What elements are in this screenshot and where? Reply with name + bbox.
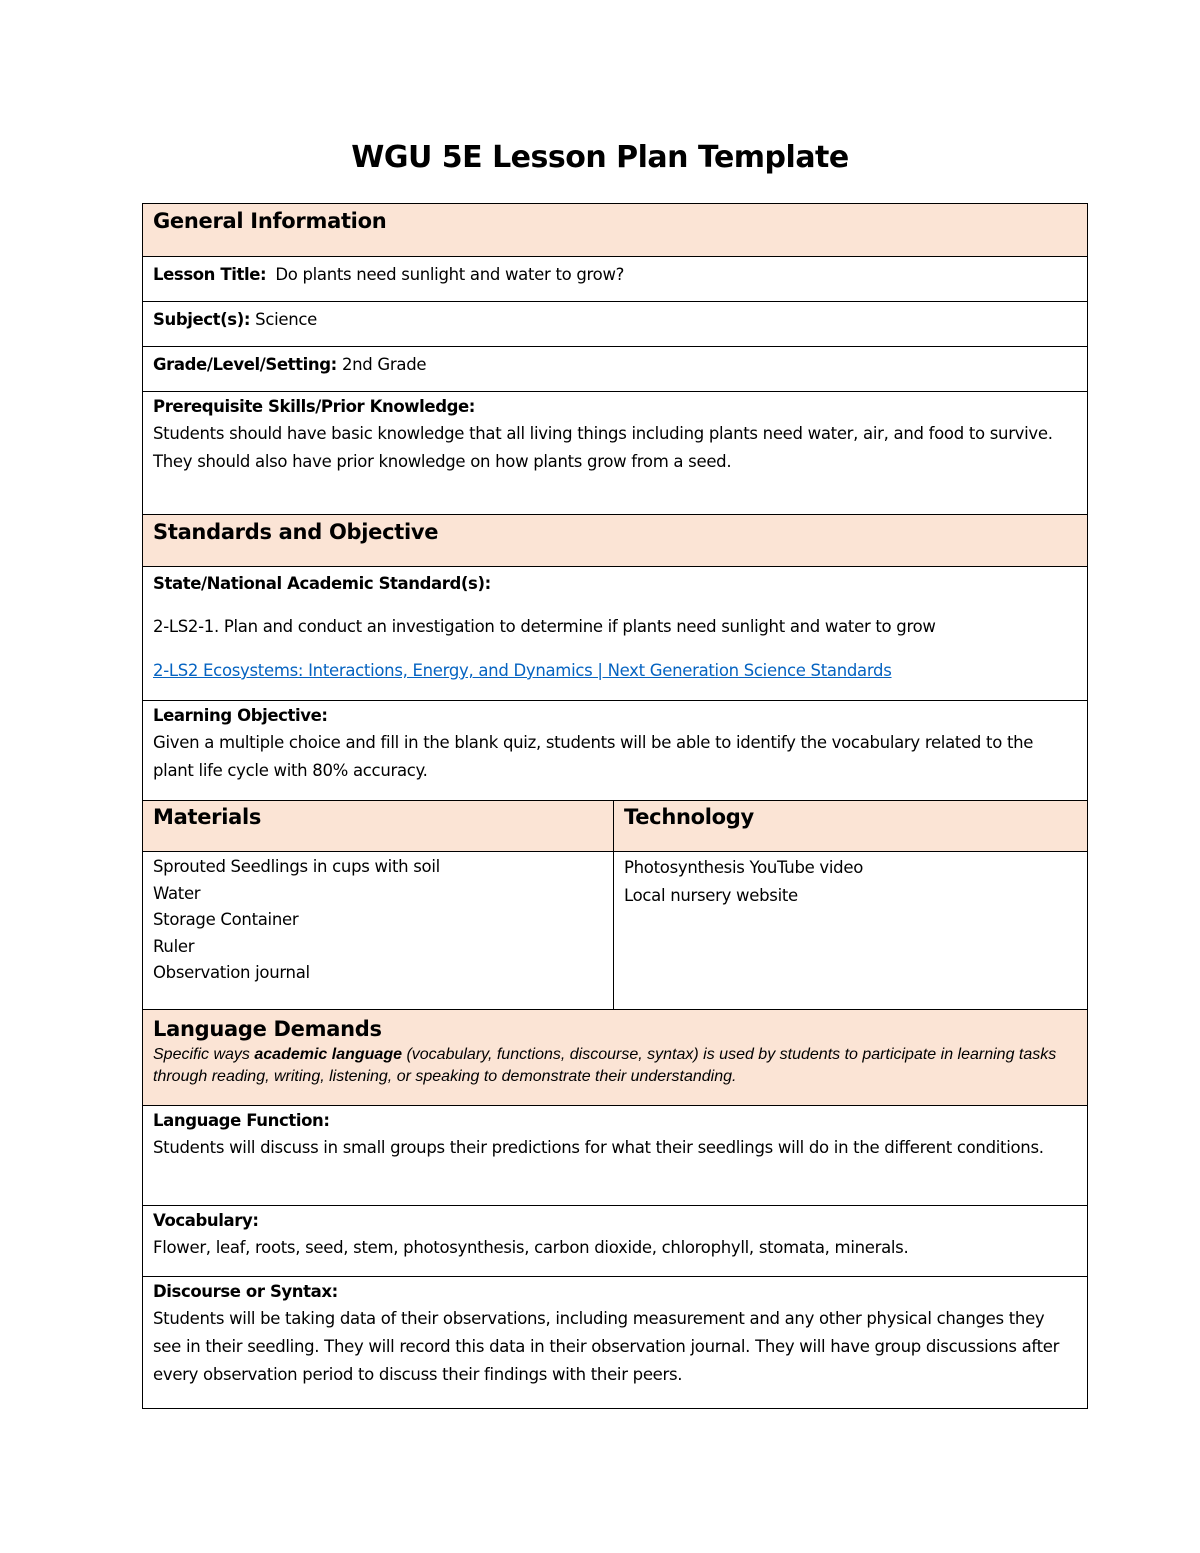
section-title: Language Demands — [153, 1017, 382, 1041]
lesson-plan-table — [142, 203, 1088, 1409]
discourse-value: Students will be taking data of their observations, including measurement and any other physical changes they see in their seedling. They will record this data in their observation journal. They will have group discussions after every observation period to discuss their findings with their peers. — [153, 1309, 1060, 1384]
general-information-header — [143, 204, 1088, 257]
list-item: Storage Container — [153, 910, 299, 929]
language-function-label: Language Function: — [153, 1111, 330, 1130]
list-item: Ruler — [153, 936, 195, 956]
materials-header — [143, 801, 614, 852]
list-item: Observation journal — [153, 963, 310, 982]
technology-header — [614, 801, 1088, 852]
discourse-label: Discourse or Syntax: — [153, 1282, 338, 1301]
subjects-label: Subject(s): — [153, 310, 251, 329]
standard-link-row — [153, 657, 1077, 685]
language-function-cell — [143, 1106, 1088, 1206]
vocabulary-label: Vocabulary: — [153, 1211, 259, 1230]
list-item: Water — [153, 883, 201, 903]
list-item: Local nursery website — [624, 886, 798, 905]
grade-label: Grade/Level/Setting: — [153, 355, 337, 374]
language-demands-header — [143, 1010, 1088, 1106]
grade-cell — [143, 347, 1088, 392]
section-title: Technology — [624, 805, 754, 829]
section-title: General Information — [153, 209, 387, 233]
grade-value: 2nd Grade — [341, 355, 427, 374]
standards-cell — [143, 567, 1088, 701]
section-title: Materials — [153, 805, 262, 829]
prerequisite-cell — [143, 392, 1088, 515]
standards-header — [143, 515, 1088, 567]
vocabulary-cell — [143, 1206, 1088, 1277]
language-demands-description: Specific ways academic language (vocabulary, functions, discourse, syntax) is used by students to participate in learning tasks through reading, writing, listening, or speaking to demonstrate their understanding. — [153, 1046, 1057, 1085]
prerequisite-value: Students should have basic knowledge that all living things including plants need water, air, and food to survive. They should also have prior knowledge on how plants grow from a seed. — [153, 424, 1053, 471]
discourse-cell — [143, 1277, 1088, 1409]
subjects-value: Science — [255, 310, 318, 329]
vocabulary-value: Flower, leaf, roots, seed, stem, photosynthesis, carbon dioxide, chlorophyll, stomata, minerals. — [153, 1238, 909, 1257]
language-function-value: Students will discuss in small groups their predictions for what their seedlings will do in the different conditions. — [153, 1138, 1044, 1157]
lesson-title-value: Do plants need sunlight and water to grow? — [275, 265, 625, 284]
list-item: Photosynthesis YouTube video — [624, 858, 863, 877]
technology-list — [614, 852, 1088, 1010]
prerequisite-label: Prerequisite Skills/Prior Knowledge: — [153, 397, 476, 416]
standard-value: 2-LS2-1. Plan and conduct an investigation to determine if plants need sunlight and water to grow — [153, 617, 936, 636]
objective-cell — [143, 701, 1088, 801]
materials-list — [143, 852, 614, 1010]
objective-label: Learning Objective: — [153, 706, 328, 725]
lesson-title-cell — [143, 257, 1088, 302]
objective-value: Given a multiple choice and fill in the blank quiz, students will be able to identify the vocabulary related to the plant life cycle with 80% accuracy. — [153, 733, 1034, 780]
ngss-standard-link[interactable]: 2-LS2 Ecosystems: Interactions, Energy, and Dynamics | Next Generation Science Standards — [153, 661, 892, 680]
document-title: WGU 5E Lesson Plan Template — [351, 140, 849, 175]
standard-label: State/National Academic Standard(s): — [153, 574, 491, 593]
subjects-cell — [143, 302, 1088, 347]
section-title: Standards and Objective — [153, 520, 439, 544]
list-item: Sprouted Seedlings in cups with soil — [153, 857, 440, 876]
lesson-title-label: Lesson Title: — [153, 265, 267, 284]
